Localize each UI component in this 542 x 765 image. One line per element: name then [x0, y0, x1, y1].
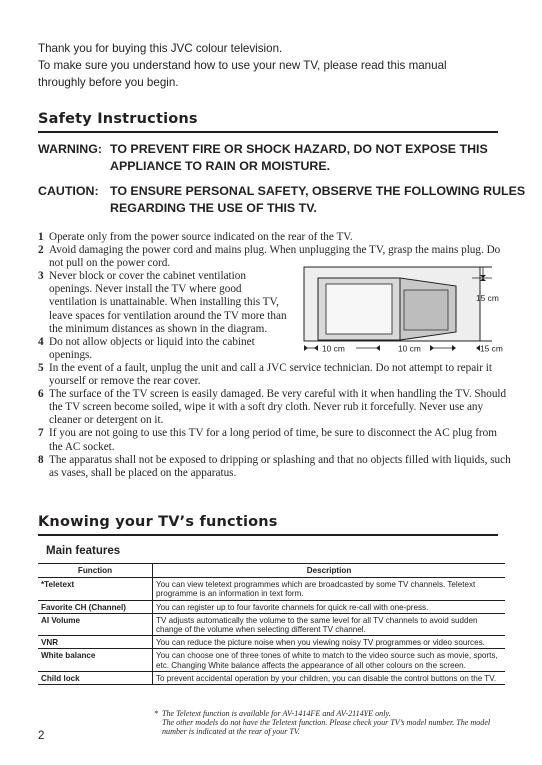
function-name: Favorite CH (Channel)	[38, 600, 153, 613]
list-item	[38, 336, 291, 362]
item-number: 4	[38, 335, 44, 348]
function-description: TV adjusts automatically the volume to the same level for all TV channels to avoid sudden change of the volume when selecting different TV channel.	[153, 613, 506, 635]
safety-title: Safety Instructions	[38, 111, 198, 127]
list-item	[38, 231, 512, 244]
list-item	[38, 362, 512, 388]
footnote-line: The Teletext function is available for AV-1414FE and AV-2114YE only.	[162, 709, 391, 718]
middle-clearance-label: 10 cm	[398, 343, 421, 354]
item-number: 2	[38, 244, 44, 257]
item-text: The apparatus shall not be exposed to dripping or splashing and that no objects filled with liquids, such as vases, shall be placed on the apparatus.	[49, 453, 511, 479]
table-row	[38, 613, 505, 635]
intro-line: To make sure you understand how to use your new TV, please read this manual	[38, 58, 447, 72]
main-features-heading: Main features	[46, 545, 121, 557]
function-name: *Teletext	[38, 578, 153, 600]
teletext-footnote	[154, 709, 514, 737]
item-number: 8	[38, 453, 44, 466]
right-clearance-label: 15 cm	[480, 343, 503, 354]
footnote-line: The other models do not have the Teletext function. Please check your TV’s model number. The model number is indicated at the rear of your TV.	[162, 718, 491, 737]
warning-text: TO PREVENT FIRE OR SHOCK HAZARD, DO NOT EXPOSE THIS APPLIANCE TO RAIN OR MOISTURE.	[110, 142, 488, 173]
list-item	[38, 388, 512, 427]
intro-text	[38, 41, 518, 91]
item-text: Avoid damaging the power cord and mains plug. When unplugging the TV, grasp the mains plug. Do not pull on the power cord.	[49, 244, 501, 270]
item-text: The surface of the TV screen is easily damaged. Be very careful with it when handling the TV. Should the TV screen become soiled, wipe it with a soft dry cloth. Never rub it forcefully. Never use any cleaner or detergent on it.	[49, 388, 507, 427]
table-row	[38, 671, 505, 684]
intro-line: throughly before you begin.	[38, 75, 179, 89]
page-number: 2	[38, 730, 45, 742]
functions-title: Knowing your TV’s functions	[38, 514, 278, 530]
arrow-head	[304, 345, 308, 351]
section-rule	[38, 534, 498, 536]
description-column-header: Description	[153, 564, 506, 578]
item-text: Operate only from the power source indicated on the rear of the TV.	[49, 231, 353, 243]
ventilation-diagram	[296, 264, 522, 356]
tv-screen-shape	[326, 284, 392, 334]
arrow-head	[376, 345, 380, 351]
features-table	[38, 563, 505, 685]
function-name: Child lock	[38, 671, 153, 684]
item-text: Do not allow objects or liquid into the cabinet openings.	[49, 335, 255, 361]
item-text: Never block or cover the cabinet ventilation openings. Never install the TV where good ventilation is unattainable. When installing this TV, leave spaces for ventilation around the TV more than the minimum distances as shown in the diagram.	[49, 270, 287, 335]
caution-text: TO ENSURE PERSONAL SAFETY, OBSERVE THE FOLLOWING RULES REGARDING THE USE OF THIS TV.	[110, 184, 526, 215]
function-description: You can view teletext programmes which are broadcasted by some TV channels. Teletext programme is an information in text form.	[153, 578, 506, 600]
item-text: If you are not going to use this TV for a long period of time, be sure to disconnect the AC plug from the AC socket.	[49, 427, 497, 453]
item-text: In the event of a fault, unplug the unit and call a JVC service technician. Do not attempt to repair it yourself or remove the rear cover.	[49, 361, 493, 388]
function-column-header: Function	[38, 564, 153, 578]
item-number: 6	[38, 388, 44, 401]
list-item	[38, 427, 512, 453]
function-name: VNR	[38, 636, 153, 649]
function-name: AI Volume	[38, 613, 153, 635]
footnote-marker: *	[154, 709, 159, 718]
function-description: You can reduce the picture noise when you viewing noisy TV programmes or video sources.	[153, 636, 506, 649]
warning-block	[38, 141, 518, 177]
left-clearance-label: 10 cm	[322, 343, 345, 354]
table-row	[38, 600, 505, 613]
section-rule	[38, 131, 498, 133]
caution-label: CAUTION:	[38, 184, 99, 198]
function-name: White balance	[38, 649, 153, 671]
table-header-row	[38, 564, 505, 578]
arrow-head	[452, 345, 456, 351]
arrow-head	[314, 345, 318, 351]
intro-line: Thank you for buying this JVC colour television.	[38, 42, 283, 55]
item-number: 7	[38, 427, 44, 440]
function-description: To prevent accidental operation by your children, you can disable the control buttons on the TV.	[153, 671, 506, 684]
arrow-head	[480, 278, 486, 281]
tv-rear-panel	[404, 290, 448, 330]
table-row	[38, 578, 505, 600]
list-item	[38, 270, 291, 335]
function-description: You can choose one of three tones of white to match to the video source such as movie, sports, etc. Changing White balance affects the appearance of all other colours on the screen.	[153, 649, 506, 671]
item-number: 3	[38, 270, 44, 283]
table-row	[38, 649, 505, 671]
list-item	[38, 454, 512, 480]
caution-block	[38, 183, 526, 219]
table-row	[38, 636, 505, 649]
item-number: 1	[38, 231, 44, 243]
function-description: You can register up to four favorite channels for quick re-call with one-press.	[153, 600, 506, 613]
ventilation-diagram-svg	[296, 264, 522, 356]
top-clearance-label: 15 cm	[476, 293, 499, 303]
item-number: 5	[38, 361, 44, 374]
arrow-head	[480, 275, 486, 278]
warning-label: WARNING:	[38, 142, 103, 156]
